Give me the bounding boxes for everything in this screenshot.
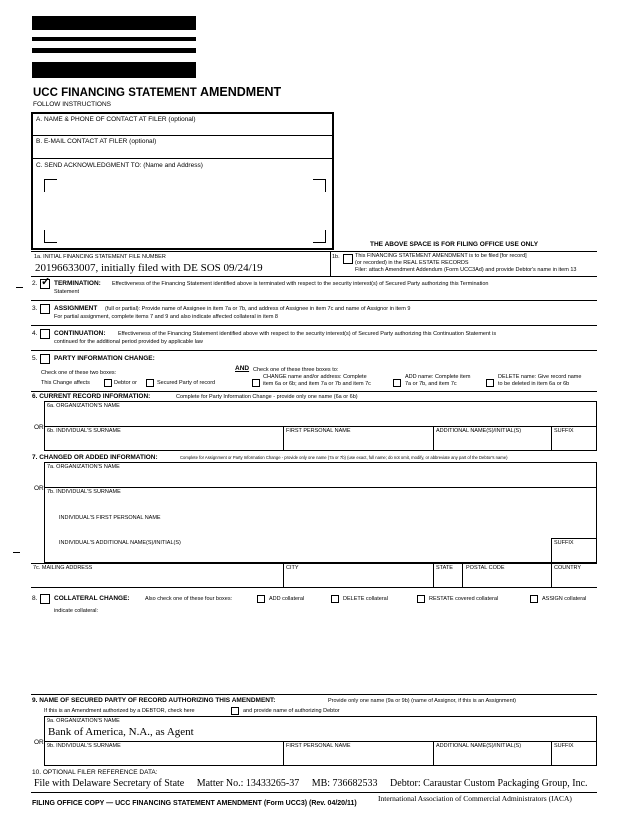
assign-collateral-label: ASSIGN collateral [542,596,587,602]
item-1b-num: 1b. [332,254,340,260]
divider [551,741,552,766]
divider [551,563,552,587]
org-name-label-6a: 6a. ORGANIZATION'S NAME [47,403,120,409]
continuation-checkbox[interactable] [40,329,50,339]
divider [462,563,463,587]
divider [551,538,597,539]
optional-reference-value[interactable]: File with Delaware Secretary of State Matter No.: 13433265-37 MB: 736682533 Debtor: Caraustar Custom Packaging Group, Inc. [34,778,588,789]
delete-collateral-label: DELETE collateral [343,596,388,602]
delete-name-checkbox[interactable] [486,379,494,387]
surname-label-7b: 7b. INDIVIDUAL'S SURNAME [47,489,121,495]
contact-name-label: A. NAME & PHONE OF CONTACT AT FILER (optional) [36,116,196,123]
form-title [33,86,281,100]
divider [283,563,284,587]
surname-label-6b: 6b. INDIVIDUAL'S SURNAME [47,428,121,434]
continuation-text: continued for the additional period provided by applicable law [54,339,203,345]
divider [33,158,332,159]
add-name-label: 7a or 7b, and item 7c [405,381,457,387]
debtor-checkbox[interactable] [104,379,112,387]
redaction-bar [32,62,196,78]
form-title-part1: UCC FINANCING STATEMENT [33,87,200,99]
changed-info-title: 7. CHANGED OR ADDED INFORMATION: [32,454,158,461]
divider [31,694,597,695]
change-affects-label: This Change affects [41,380,90,386]
city-label: CITY [286,565,299,571]
filing-office-use-label: THE ABOVE SPACE IS FOR FILING OFFICE USE ONLY [370,241,539,248]
debtor-label: Debtor or [114,380,137,386]
real-estate-checkbox[interactable] [343,254,353,264]
add-name-label: ADD name: Complete item [405,374,471,380]
divider [551,538,552,563]
divider [433,426,434,451]
restate-collateral-label: RESTATE covered collateral [429,596,499,602]
address-corner [44,179,57,192]
footer-form-name: FILING OFFICE COPY — UCC FINANCING STATEMENT AMENDMENT (Form UCC3) (Rev. 04/20/11) [32,800,357,807]
continuation-text: Effectiveness of the Financing Statement identified above with respect to the security interest(s) of Secured Party authorizing this Continuation Statement is [118,331,497,337]
org-name-label-7a: 7a. ORGANIZATION'S NAME [47,464,120,470]
file-number-value[interactable]: 20196633007, initially filed with DE SOS 09/24/19 [35,262,263,274]
divider [44,426,597,427]
send-ack-label: C. SEND ACKNOWLEDGMENT TO: (Name and Address) [36,162,203,169]
address-corner [313,230,326,243]
delete-name-label: DELETE name: Give record name [498,374,582,380]
divider [44,741,597,742]
assignment-text: For partial assignment, complete items 7 and 9 and also indicate affected collateral in item 8 [54,314,278,320]
divider [31,563,597,564]
address-corner [313,179,326,192]
suffix-label-7b: SUFFIX [554,540,574,546]
changed-info-note: Complete for Assignment or Party Information Change - provide only one name (7a or 7b) (use exact, full name; do not omit, modify, or abbreviate any part of the Debtor's name) [180,455,508,460]
item-3-num: 3. [32,305,38,312]
item-1b-text: Filer: attach Amendment Addendum (Form UCC3Ad) and provide Debtor's name in item 13 [355,267,577,273]
or-label: OR [34,424,44,431]
divider [433,563,434,587]
item-5-num: 5. [32,355,38,362]
org-name-label-9a: 9a. ORGANIZATION'S NAME [47,718,120,724]
continuation-title: CONTINUATION: [54,330,106,337]
postal-code-label: POSTAL CODE [466,565,505,571]
divider [330,251,331,276]
secured-party-title: 9. NAME OF SECURED PARTY OF RECORD AUTHORIZING THIS AMENDMENT: [32,697,276,704]
surname-label-9b: 9b. INDIVIDUAL'S SURNAME [47,743,121,749]
divider [31,391,597,392]
margin-mark [16,287,23,288]
follow-instructions: FOLLOW INSTRUCTIONS [33,101,112,108]
delete-name-label: to be deleted in item 6a or 6b [498,381,570,387]
delete-collateral-checkbox[interactable] [331,595,339,603]
and-label: AND [235,365,250,372]
collateral-change-title: COLLATERAL CHANGE: [54,595,130,602]
divider [31,325,597,326]
country-label: COUNTRY [554,565,582,571]
item-2-num: 2. [32,280,38,287]
divider [33,135,332,136]
first-name-label-7b: INDIVIDUAL'S FIRST PERSONAL NAME [59,515,161,521]
suffix-label-6b: SUFFIX [554,428,574,434]
assignment-checkbox[interactable] [40,304,50,314]
divider [31,251,597,252]
secured-party-checkbox[interactable] [146,379,154,387]
divider [31,300,597,301]
or-label: OR [34,739,44,746]
additional-name-label-6b: ADDITIONAL NAME(S)/INITIAL(S) [436,428,522,434]
or-label: OR [34,485,44,492]
debtor-authorized-checkbox[interactable] [231,707,239,715]
redaction-bar [32,37,196,41]
item-8-num: 8. [32,595,38,602]
footer-iaca: International Association of Commercial Administrators (IACA) [378,794,572,803]
optional-reference-label: 10. OPTIONAL FILER REFERENCE DATA: [32,769,158,776]
mailing-address-label: 7c. MAILING ADDRESS [33,565,93,571]
collateral-change-checkbox[interactable] [40,594,50,604]
item-4-num: 4. [32,330,38,337]
divider [433,741,434,766]
debtor-authorized-label: If this is an Amendment authorized by a DEBTOR, check here [44,708,195,714]
restate-collateral-checkbox[interactable] [417,595,425,603]
termination-text: Statement [54,289,80,295]
change-name-label: CHANGE name and/or address: Complete [263,374,367,380]
divider [551,426,552,451]
margin-mark [13,552,20,553]
redaction-bar [32,48,196,53]
assign-collateral-checkbox[interactable] [530,595,538,603]
add-collateral-label: ADD collateral [269,596,305,602]
add-name-checkbox[interactable] [393,379,401,387]
termination-title: TERMINATION: [54,280,101,287]
divider [31,792,597,793]
divider [31,350,597,351]
assignment-text: (full or partial): Provide name of Assignee in item 7a or 7b, and address of Assignee in item 7c and name of Assignor in item 9 [105,306,411,312]
additional-name-label-7b: INDIVIDUAL'S ADDITIONAL NAME(S)/INITIAL(S) [59,540,181,546]
secured-party-org-value[interactable]: Bank of America, N.A., as Agent [48,726,194,738]
party-change-title: PARTY INFORMATION CHANGE: [54,355,155,362]
contact-email-label: B. E-MAIL CONTACT AT FILER (optional) [36,138,157,145]
redaction-bar [32,16,196,30]
item-1b-text: (or recorded) in the REAL ESTATE RECORDS [355,260,469,266]
divider [44,487,597,488]
divider [31,587,597,588]
divider [283,741,284,766]
termination-text: Effectiveness of the Financing Statement identified above is terminated with respect to the security interest(s) of Secured Party authorizing this Termination [112,281,489,287]
address-corner [44,230,57,243]
additional-name-label-9b: ADDITIONAL NAME(S)/INITIAL(S) [436,743,522,749]
change-name-checkbox[interactable] [252,379,260,387]
first-name-label-6b: FIRST PERSONAL NAME [286,428,351,434]
check-mark-icon: ✓ [41,276,51,288]
check-one-three-label: Check one of these three boxes to: [253,367,339,373]
check-one-two-label: Check one of these two boxes: [41,370,117,376]
divider [31,276,597,277]
secured-party-note: Provide only one name (9a or 9b) (name of Assignor, if this is an Assignment) [328,698,517,704]
collateral-also-label: Also check one of these four boxes: [145,596,233,602]
current-record-title: 6. CURRENT RECORD INFORMATION: [32,393,151,400]
debtor-authorized-label-b: and provide name of authorizing Debtor [243,708,340,714]
party-change-checkbox[interactable] [40,354,50,364]
file-number-label: 1a. INITIAL FINANCING STATEMENT FILE NUMBER [34,254,166,260]
item-1b-text: This FINANCING STATEMENT AMENDMENT is to be filed [for record] [355,253,527,259]
divider [283,426,284,451]
changed-info-table [44,462,597,563]
suffix-label-9b: SUFFIX [554,743,574,749]
state-label: STATE [436,565,453,571]
secured-party-label: Secured Party of record [157,380,216,386]
indicate-collateral-label: indicate collateral: [54,608,99,614]
add-collateral-checkbox[interactable] [257,595,265,603]
form-title-part2: AMENDMENT [199,85,282,99]
current-record-note: Complete for Party Information Change - provide only one name (6a or 6b) [176,394,358,400]
assignment-title: ASSIGNMENT [54,305,98,312]
change-name-label: item 6a or 6b; and item 7a or 7b and item 7c [263,381,371,387]
first-name-label-9b: FIRST PERSONAL NAME [286,743,351,749]
contact-box [31,112,334,250]
